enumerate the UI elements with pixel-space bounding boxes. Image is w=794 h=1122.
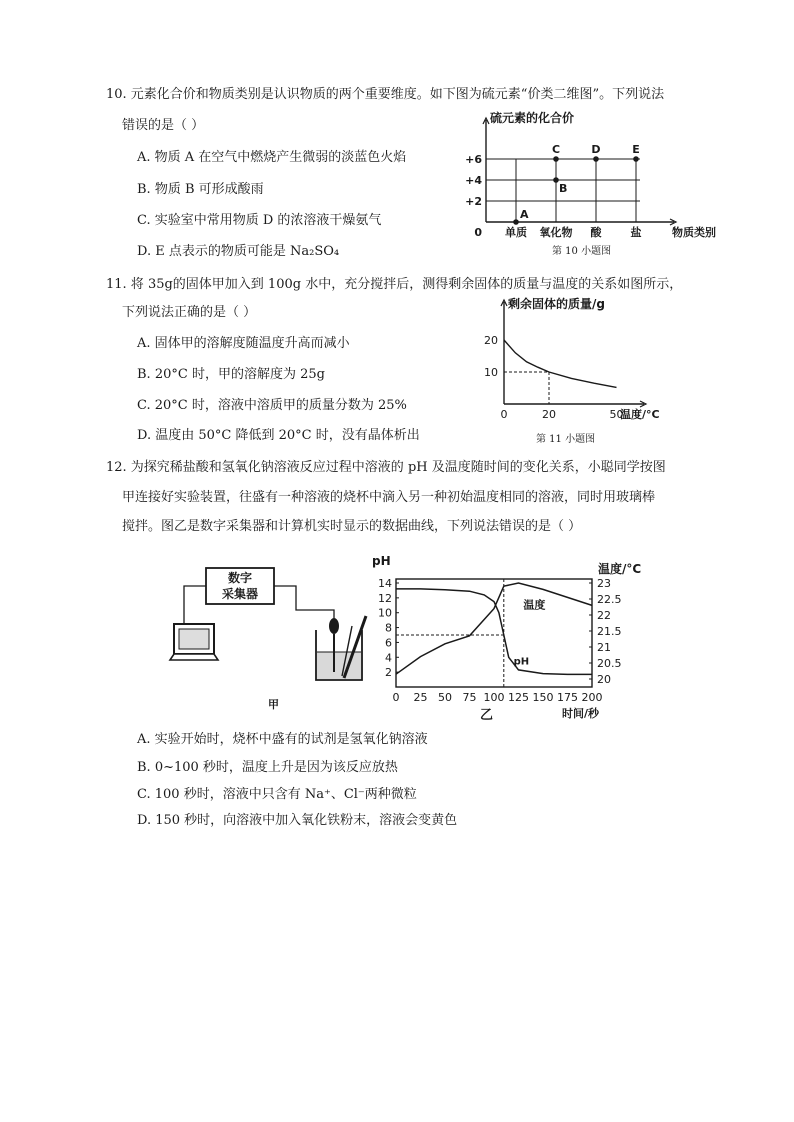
x-tick-label: 25: [413, 691, 428, 704]
cable-to-computer: [184, 586, 206, 624]
data-logger-box: [206, 568, 274, 604]
x-tick-label: 125: [508, 691, 529, 704]
point-A: [513, 219, 519, 225]
x-tick-label: 0: [392, 691, 400, 704]
right-tick-label: 22.5: [597, 593, 622, 606]
q12-ph-temperature-chart: [366, 553, 642, 723]
q12-stem-line3: 搅拌。图乙是数字采集器和计算机实时显示的数据曲线，下列说法错误的是（ ）: [122, 519, 582, 534]
q10-option-a: A. 物质 A 在空气中燃烧产生微弱的淡蓝色火焰: [137, 150, 407, 165]
q12-option-b: B. 0~100 秒时，温度上升是因为该反应放热: [137, 760, 398, 775]
right-tick-label: 21.5: [597, 625, 622, 638]
series-label-ph: pH: [513, 656, 530, 668]
y-axis-label: 硫元素的化合价: [490, 111, 575, 125]
x-axis-label: 物质类别: [672, 226, 716, 239]
left-tick-label: 14: [378, 577, 392, 590]
left-tick-label: 4: [385, 651, 392, 665]
point-label-E: E: [632, 143, 640, 156]
q12-apparatus-figure: [166, 560, 376, 710]
q11-stem-line1: 11. 将 35g的固体甲加入到 100g 水中，充分搅拌后，测得剩余固体的质量与温度的关系如图所示，: [106, 277, 683, 292]
computer-icon: [170, 624, 218, 660]
x-tick-label: 200: [581, 691, 603, 704]
q11-option-d: D. 温度由 50°C 降低到 20°C 时，没有晶体析出: [137, 428, 420, 443]
q10-stem-line2: 错误的是（ ）: [122, 118, 205, 133]
data-logger-label-1: 数字: [227, 571, 253, 585]
left-tick-label: 10: [378, 606, 392, 620]
left-tick-label: 12: [378, 591, 392, 605]
q11-stem-line2: 下列说法正确的是（ ）: [122, 305, 257, 320]
x-tick-label: 100: [483, 691, 505, 704]
series-line-temperature: [396, 583, 592, 674]
y-tick-label: 10: [484, 366, 498, 379]
x-axis-label: 温度/°C: [620, 408, 660, 421]
right-tick-label: 23: [597, 577, 611, 590]
q12-option-c: C. 100 秒时，溶液中只含有 Na⁺、Cl⁻两种微粒: [137, 787, 417, 802]
q11-caption: 第 11 小题图: [536, 434, 596, 445]
right-tick-label: 20: [597, 673, 611, 686]
q11-solid-mass-chart: [478, 292, 678, 432]
point-label-D: D: [591, 143, 601, 156]
figure-label-yi: 乙: [480, 708, 494, 723]
x-tick-label: 氧化物: [539, 226, 573, 239]
q10-option-b: B. 物质 B 可形成酸雨: [137, 182, 264, 197]
right-tick-label: 21: [597, 641, 611, 654]
point-C: [553, 156, 559, 162]
q12-option-d: D. 150 秒时，向溶液中加入氧化铁粉末，溶液会变黄色: [137, 813, 458, 828]
q10-valence-chart: [456, 110, 716, 250]
left-tick-label: 2: [385, 666, 392, 680]
mass-curve: [504, 340, 617, 387]
y-axis-label: 剩余固体的质量/g: [508, 297, 605, 311]
q11-option-b: B. 20°C 时，甲的溶解度为 25g: [137, 367, 325, 382]
x-tick-label: 50: [438, 691, 452, 704]
right-tick-label: 22: [597, 609, 611, 622]
left-tick-label: 8: [385, 621, 392, 635]
x-tick-label: 0: [500, 408, 508, 421]
data-logger-label-2: 采集器: [221, 587, 259, 601]
point-label-A: A: [520, 208, 529, 221]
cable-to-probe: [274, 586, 334, 618]
point-label-C: C: [551, 143, 561, 156]
q10-stem-line1: 10. 元素化合价和物质类别是认识物质的两个重要维度。如下图为硫元素“价类二维图”。下列说法: [106, 87, 665, 102]
x-tick-label: 盐: [630, 226, 642, 239]
q12-option-a: A. 实验开始时，烧杯中盛有的试剂是氢氧化钠溶液: [137, 732, 428, 747]
q10-option-c: C. 实验室中常用物质 D 的浓溶液干燥氨气: [137, 213, 382, 228]
x-tick-label: 50: [609, 408, 624, 421]
x-axis-label: 时间/秒: [562, 707, 600, 720]
y-tick-label: 0: [474, 226, 482, 239]
x-tick-label: 酸: [590, 226, 602, 239]
x-tick-label: 75: [462, 691, 477, 704]
y-tick-label: 20: [484, 334, 498, 347]
q10-option-d: D. E 点表示的物质可能是 Na₂SO₄: [137, 244, 340, 259]
y-tick-label: +2: [465, 195, 482, 208]
x-tick-label: 20: [542, 408, 556, 421]
x-tick-label: 150: [532, 691, 554, 704]
left-tick-label: 6: [385, 636, 392, 650]
point-B: [553, 177, 559, 183]
beaker-icon: [316, 630, 362, 680]
right-axis-label: 温度/°C: [598, 562, 642, 576]
q12-stem-line2: 甲连接好实验装置，往盛有一种溶液的烧杯中滴入另一种初始温度相同的溶液，同时用玻璃棒: [122, 490, 656, 505]
x-tick-label: 单质: [505, 226, 527, 239]
point-D: [593, 156, 599, 162]
point-label-B: B: [559, 182, 568, 195]
q11-option-a: A. 固体甲的溶解度随温度升高而减小: [137, 336, 350, 351]
figure-label-jia: 甲: [268, 698, 279, 711]
y-tick-label: +4: [465, 174, 482, 187]
right-tick-label: 20.5: [597, 657, 622, 670]
q10-caption: 第 10 小题图: [552, 246, 612, 257]
left-axis-label: pH: [372, 554, 391, 568]
q12-stem-line1: 12. 为探究稀盐酸和氢氧化钠溶液反应过程中溶液的 pH 及温度随时间的变化关系，小聪同学按图: [106, 460, 666, 475]
x-tick-label: 175: [557, 691, 578, 704]
point-E: [633, 156, 639, 162]
q11-option-c: C. 20°C 时，溶液中溶质甲的质量分数为 25%: [137, 398, 407, 413]
y-tick-label: +6: [465, 153, 482, 166]
series-label-temperature: 温度: [523, 598, 546, 612]
series-line-ph: [396, 589, 592, 675]
